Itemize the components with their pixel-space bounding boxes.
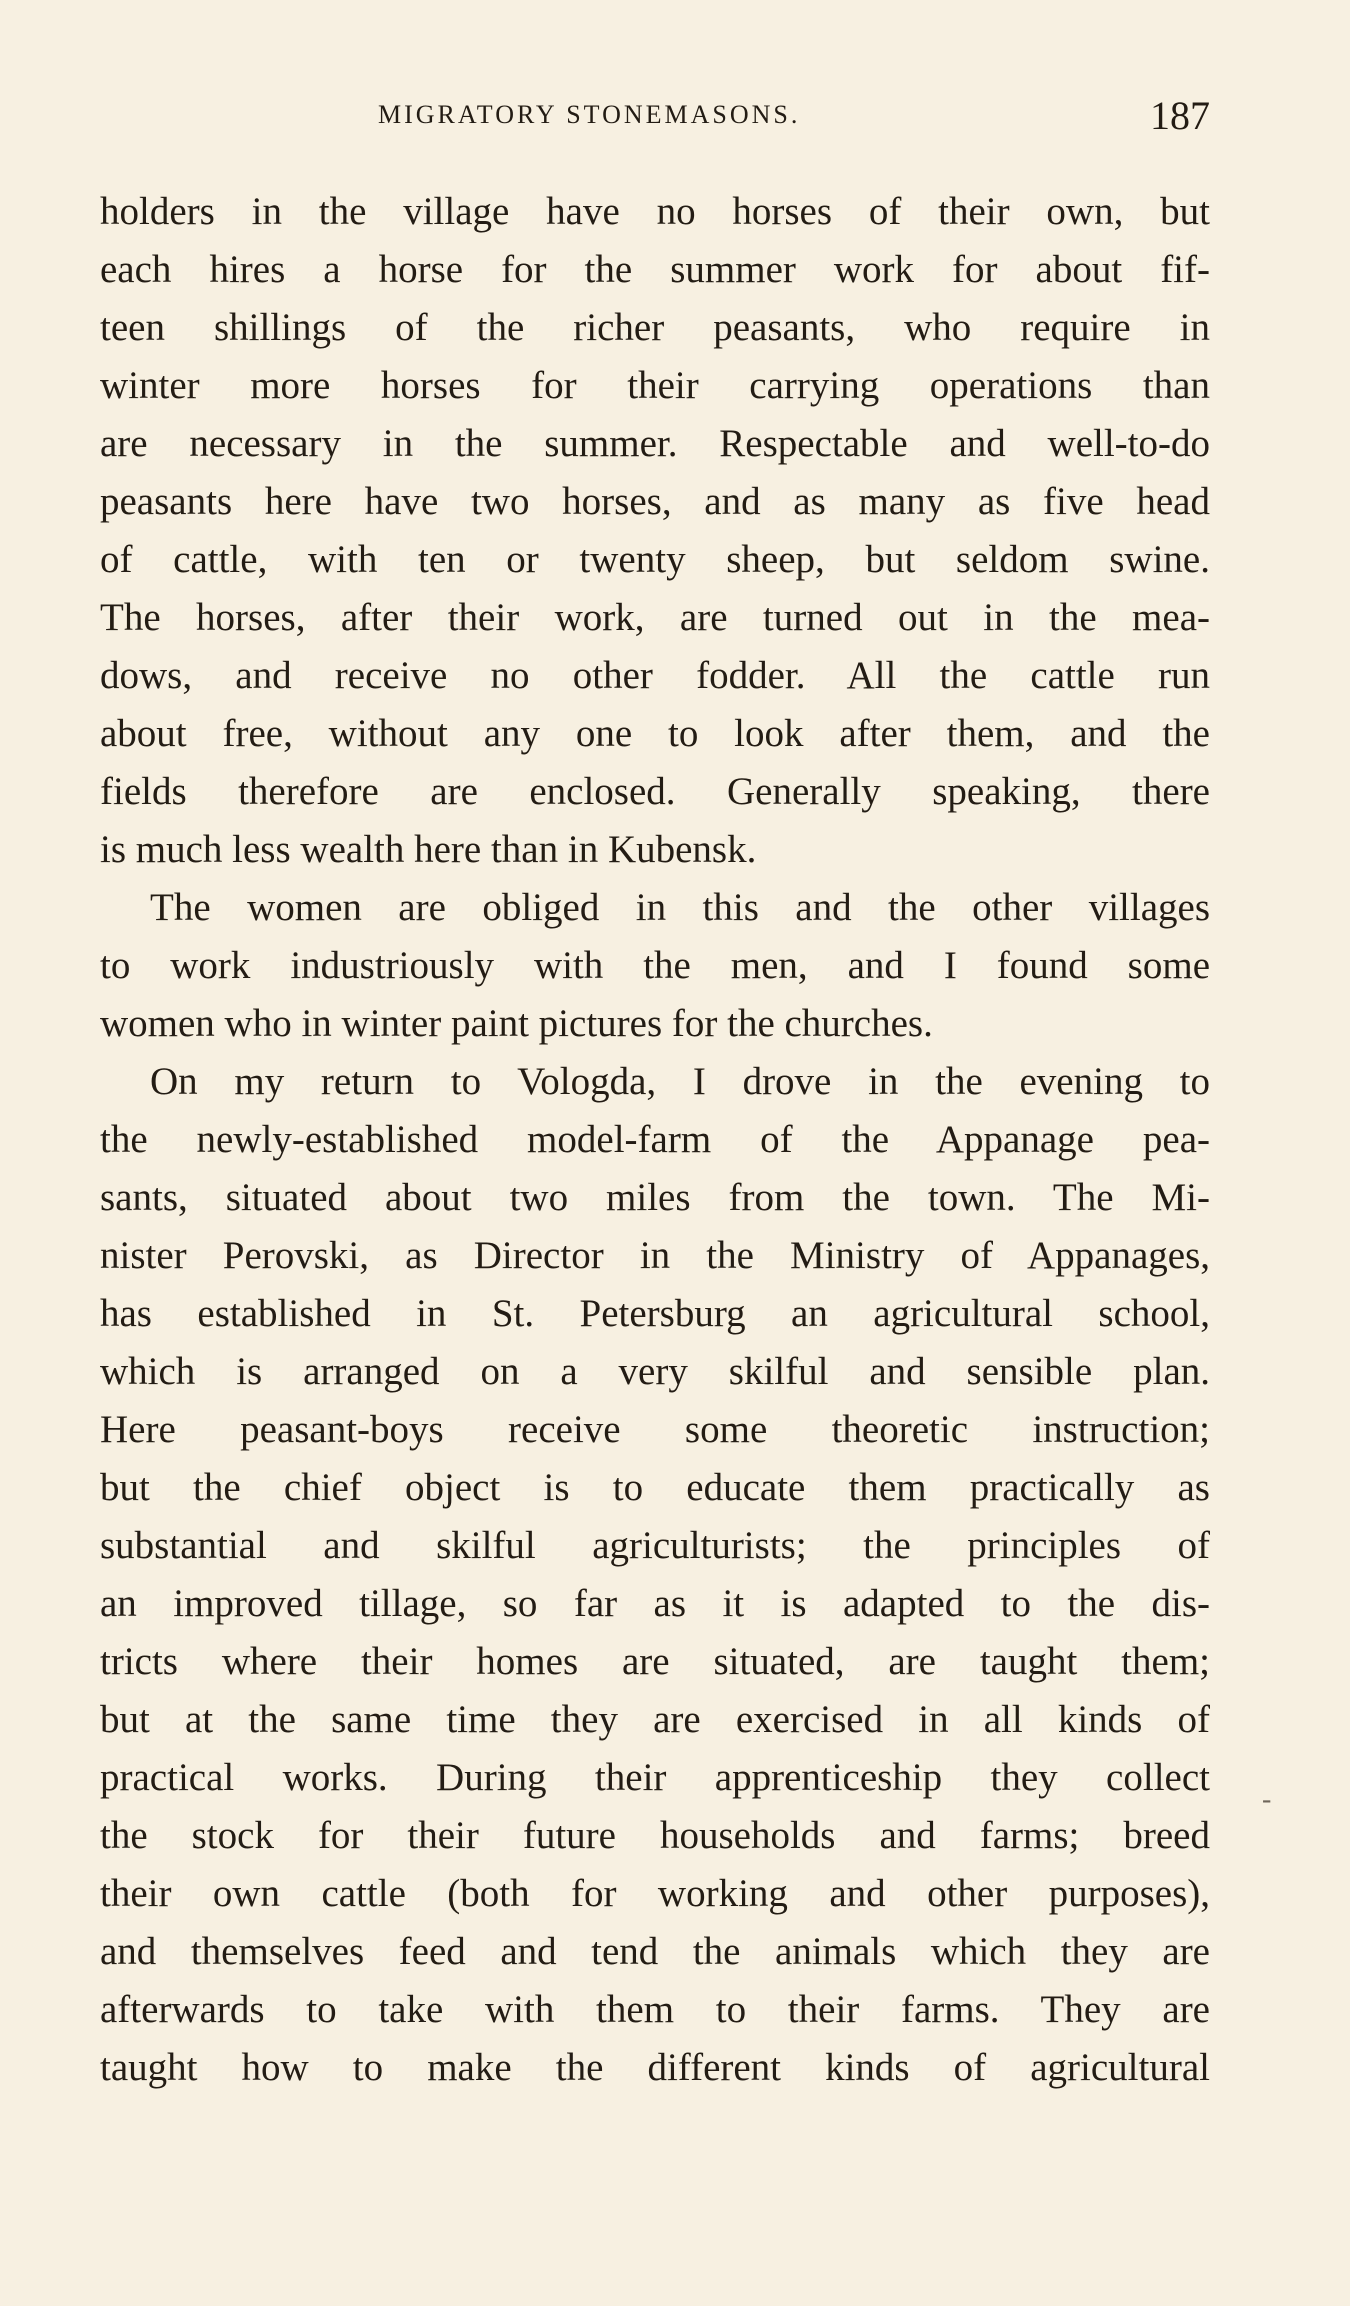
- text-line: of cattle, with ten or twenty sheep, but seldom swine.: [100, 538, 1210, 581]
- text-line: and themselves feed and tend the animals which they are: [100, 1930, 1210, 1973]
- text-line: fields therefore are enclosed. Generally speaking, there: [100, 770, 1210, 813]
- text-line: dows, and receive no other fodder. All the cattle run: [100, 654, 1210, 697]
- text-line: which is arranged on a very skilful and sensible plan.: [100, 1350, 1210, 1393]
- running-head: MIGRATORY STONEMASONS.: [378, 100, 801, 129]
- paragraph-first-line: On my return to Vologda, I drove in the evening to: [150, 1060, 1210, 1103]
- text-line: peasants here have two horses, and as many as five head: [100, 480, 1210, 523]
- text-line: winter more horses for their carrying operations than: [100, 364, 1210, 407]
- text-line: nister Perovski, as Director in the Ministry of Appanages,: [100, 1234, 1210, 1277]
- text-line: the newly-established model-farm of the Appanage pea-: [100, 1118, 1210, 1161]
- text-line: holders in the village have no horses of their own, but: [100, 190, 1210, 233]
- text-line: an improved tillage, so far as it is adapted to the dis-: [100, 1582, 1210, 1625]
- text-line: about free, without any one to look after them, and the: [100, 712, 1210, 755]
- text-line: the stock for their future households and farms; breed: [100, 1814, 1210, 1857]
- paragraph-first-line: The women are obliged in this and the other villages: [150, 886, 1210, 929]
- text-line: teen shillings of the richer peasants, who require in: [100, 306, 1210, 349]
- text-line: are necessary in the summer. Respectable and well-to-do: [100, 422, 1210, 465]
- text-line: women who in winter paint pictures for the churches.: [100, 1002, 933, 1045]
- text-line: but at the same time they are exercised in all kinds of: [100, 1698, 1210, 1741]
- text-line: their own cattle (both for working and other purposes),: [100, 1872, 1210, 1915]
- text-line: sants, situated about two miles from the town. The Mi-: [100, 1176, 1210, 1219]
- page-header: [100, 92, 1210, 142]
- text-line: each hires a horse for the summer work for about fif-: [100, 248, 1210, 291]
- text-line: Here peasant-boys receive some theoretic instruction;: [100, 1408, 1210, 1451]
- text-line: practical works. During their apprenticeship they collect: [100, 1756, 1210, 1799]
- page-number: 187: [1150, 93, 1210, 138]
- margin-mark: -: [1262, 1784, 1272, 1815]
- text-line: taught how to make the different kinds of agricultural: [100, 2046, 1210, 2089]
- text-line: to work industriously with the men, and I found some: [100, 944, 1210, 987]
- text-line: afterwards to take with them to their farms. They are: [100, 1988, 1210, 2031]
- text-line: but the chief object is to educate them practically as: [100, 1466, 1210, 1509]
- text-line: The horses, after their work, are turned out in the mea-: [100, 596, 1210, 639]
- text-line: has established in St. Petersburg an agricultural school,: [100, 1292, 1210, 1335]
- text-line: tricts where their homes are situated, are taught them;: [100, 1640, 1210, 1683]
- text-line: is much less wealth here than in Kubensk.: [100, 828, 757, 871]
- text-line: substantial and skilful agriculturists; the principles of: [100, 1524, 1210, 1567]
